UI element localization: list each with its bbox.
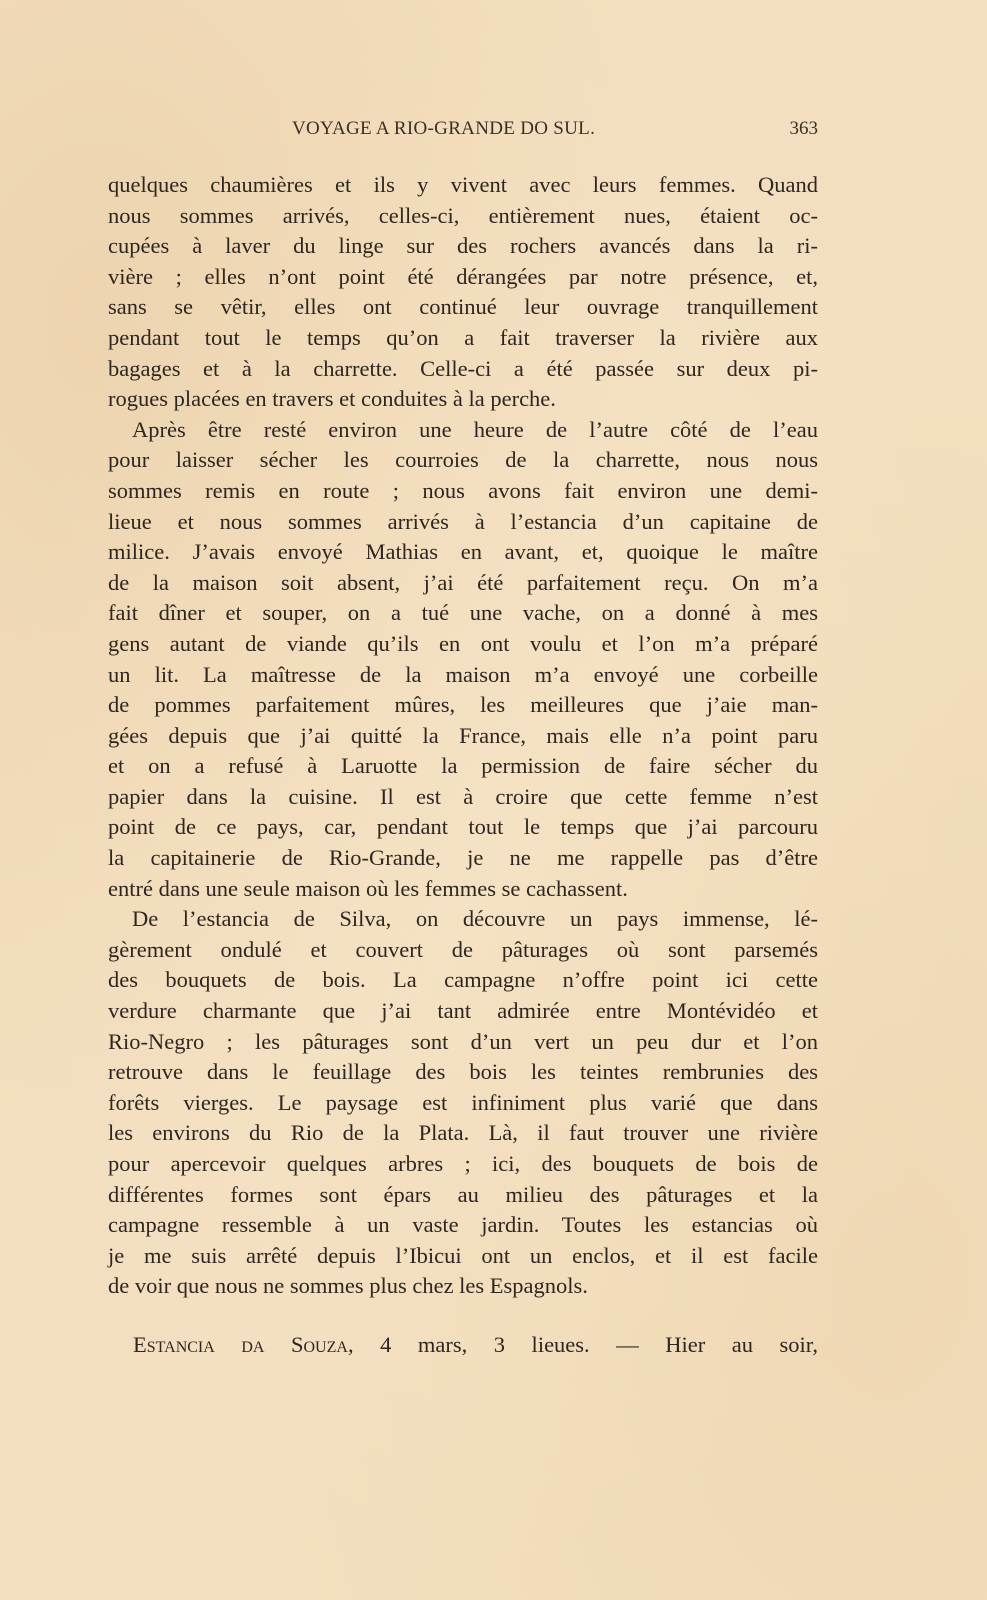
paragraph	[108, 170, 818, 415]
text-line: pour laisser sécher les courroies de la charrette, nous nous	[108, 447, 818, 473]
text-line: pour apercevoir quelques arbres ; ici, des bouquets de bois de	[108, 1151, 818, 1176]
text-line: fait dîner et souper, on a tué une vache, on a donné à mes	[108, 600, 818, 626]
text-line: sommes remis en route ; nous avons fait environ une demi-	[108, 477, 818, 503]
text-line: retrouve dans le feuillage des bois les teintes rembrunies des	[108, 1059, 818, 1085]
running-title: VOYAGE A RIO-GRANDE DO SUL.	[292, 118, 596, 139]
text-line: cupées à laver du linge sur des rochers avancés dans la ri-	[108, 233, 818, 259]
journal-dateline	[133, 1330, 818, 1360]
text-line: Rio-Negro ; les pâturages sont d’un vert un peu dur et l’on	[108, 1028, 818, 1054]
text-line: un lit. La maîtresse de la maison m’a envoyé une corbeille	[108, 661, 818, 687]
text-line: verdure charmante que j’ai tant admirée entre Montévidéo et	[108, 998, 818, 1024]
dateline-text: , 4 mars, 3 lieues. — Hier au soir,	[347, 1332, 818, 1357]
text-line: de pommes parfaitement mûres, les meilleures que j’aie man-	[108, 692, 818, 718]
text-line: de voir que nous ne sommes plus chez les Espagnols.	[108, 1273, 588, 1299]
text-line: pendant tout le temps qu’on a fait traverser la rivière aux	[108, 324, 818, 350]
text-line: de la maison soit absent, j’ai été parfaitement reçu. On m’a	[108, 569, 818, 595]
text-line: différentes formes sont épars au milieu des pâturages et la	[108, 1181, 818, 1207]
text-line: la capitainerie de Rio-Grande, je ne me rappelle pas d’être	[108, 845, 818, 871]
text-line: point de ce pays, car, pendant tout le temps que j’ai parcouru	[108, 814, 818, 840]
body-text	[108, 170, 818, 1302]
text-line: je me suis arrêté depuis l’Ibicui ont un enclos, et il est facile	[108, 1242, 818, 1268]
text-line: gèrement ondulé et couvert de pâturages où sont parsemés	[108, 936, 818, 962]
text-line: quelques chaumières et ils y vivent avec leurs femmes. Quand	[108, 172, 818, 197]
text-line: sans se vêtir, elles ont continué leur ouvrage tranquillement	[108, 294, 818, 320]
text-line: forêts vierges. Le paysage est infiniment plus varié que dans	[108, 1089, 818, 1115]
text-line: De l’estancia de Silva, on découvre un pays immense, lé-	[132, 906, 818, 932]
text-line: Après être resté environ une heure de l’autre côté de l’eau	[132, 416, 818, 442]
text-line: les environs du Rio de la Plata. Là, il faut trouver une rivière	[108, 1120, 818, 1146]
paragraph	[108, 904, 818, 1302]
dateline-place: Estancia da Souza	[133, 1332, 348, 1357]
text-line: entré dans une seule maison où les femmes se cachassent.	[108, 875, 628, 901]
text-line: bagages et à la charrette. Celle-ci a été passée sur deux pi-	[108, 355, 818, 381]
text-line: lieue et nous sommes arrivés à l’estancia d’un capitaine de	[108, 508, 818, 534]
text-line: nous sommes arrivés, celles-ci, entièrement nues, étaient oc-	[108, 202, 818, 228]
text-line: et on a refusé à Laruotte la permission de faire sécher du	[108, 753, 818, 779]
text-line: papier dans la cuisine. Il est à croire que cette femme n’est	[108, 783, 818, 809]
text-line: campagne ressemble à un vaste jardin. Toutes les estancias où	[108, 1212, 818, 1238]
text-line: gées depuis que j’ai quitté la France, mais elle n’a point paru	[108, 722, 818, 748]
running-head	[108, 118, 818, 148]
paragraph	[108, 415, 818, 905]
text-line: gens autant de viande qu’ils en ont voulu et l’on m’a préparé	[108, 630, 818, 656]
text-line: vière ; elles n’ont point été dérangées par notre présence, et,	[108, 263, 818, 289]
text-line: des bouquets de bois. La campagne n’offre point ici cette	[108, 967, 818, 993]
text-line: rogues placées en travers et conduites à la perche.	[108, 386, 556, 412]
page-number: 363	[789, 118, 818, 139]
text-line: milice. J’avais envoyé Mathias en avant, et, quoique le maître	[108, 539, 818, 565]
